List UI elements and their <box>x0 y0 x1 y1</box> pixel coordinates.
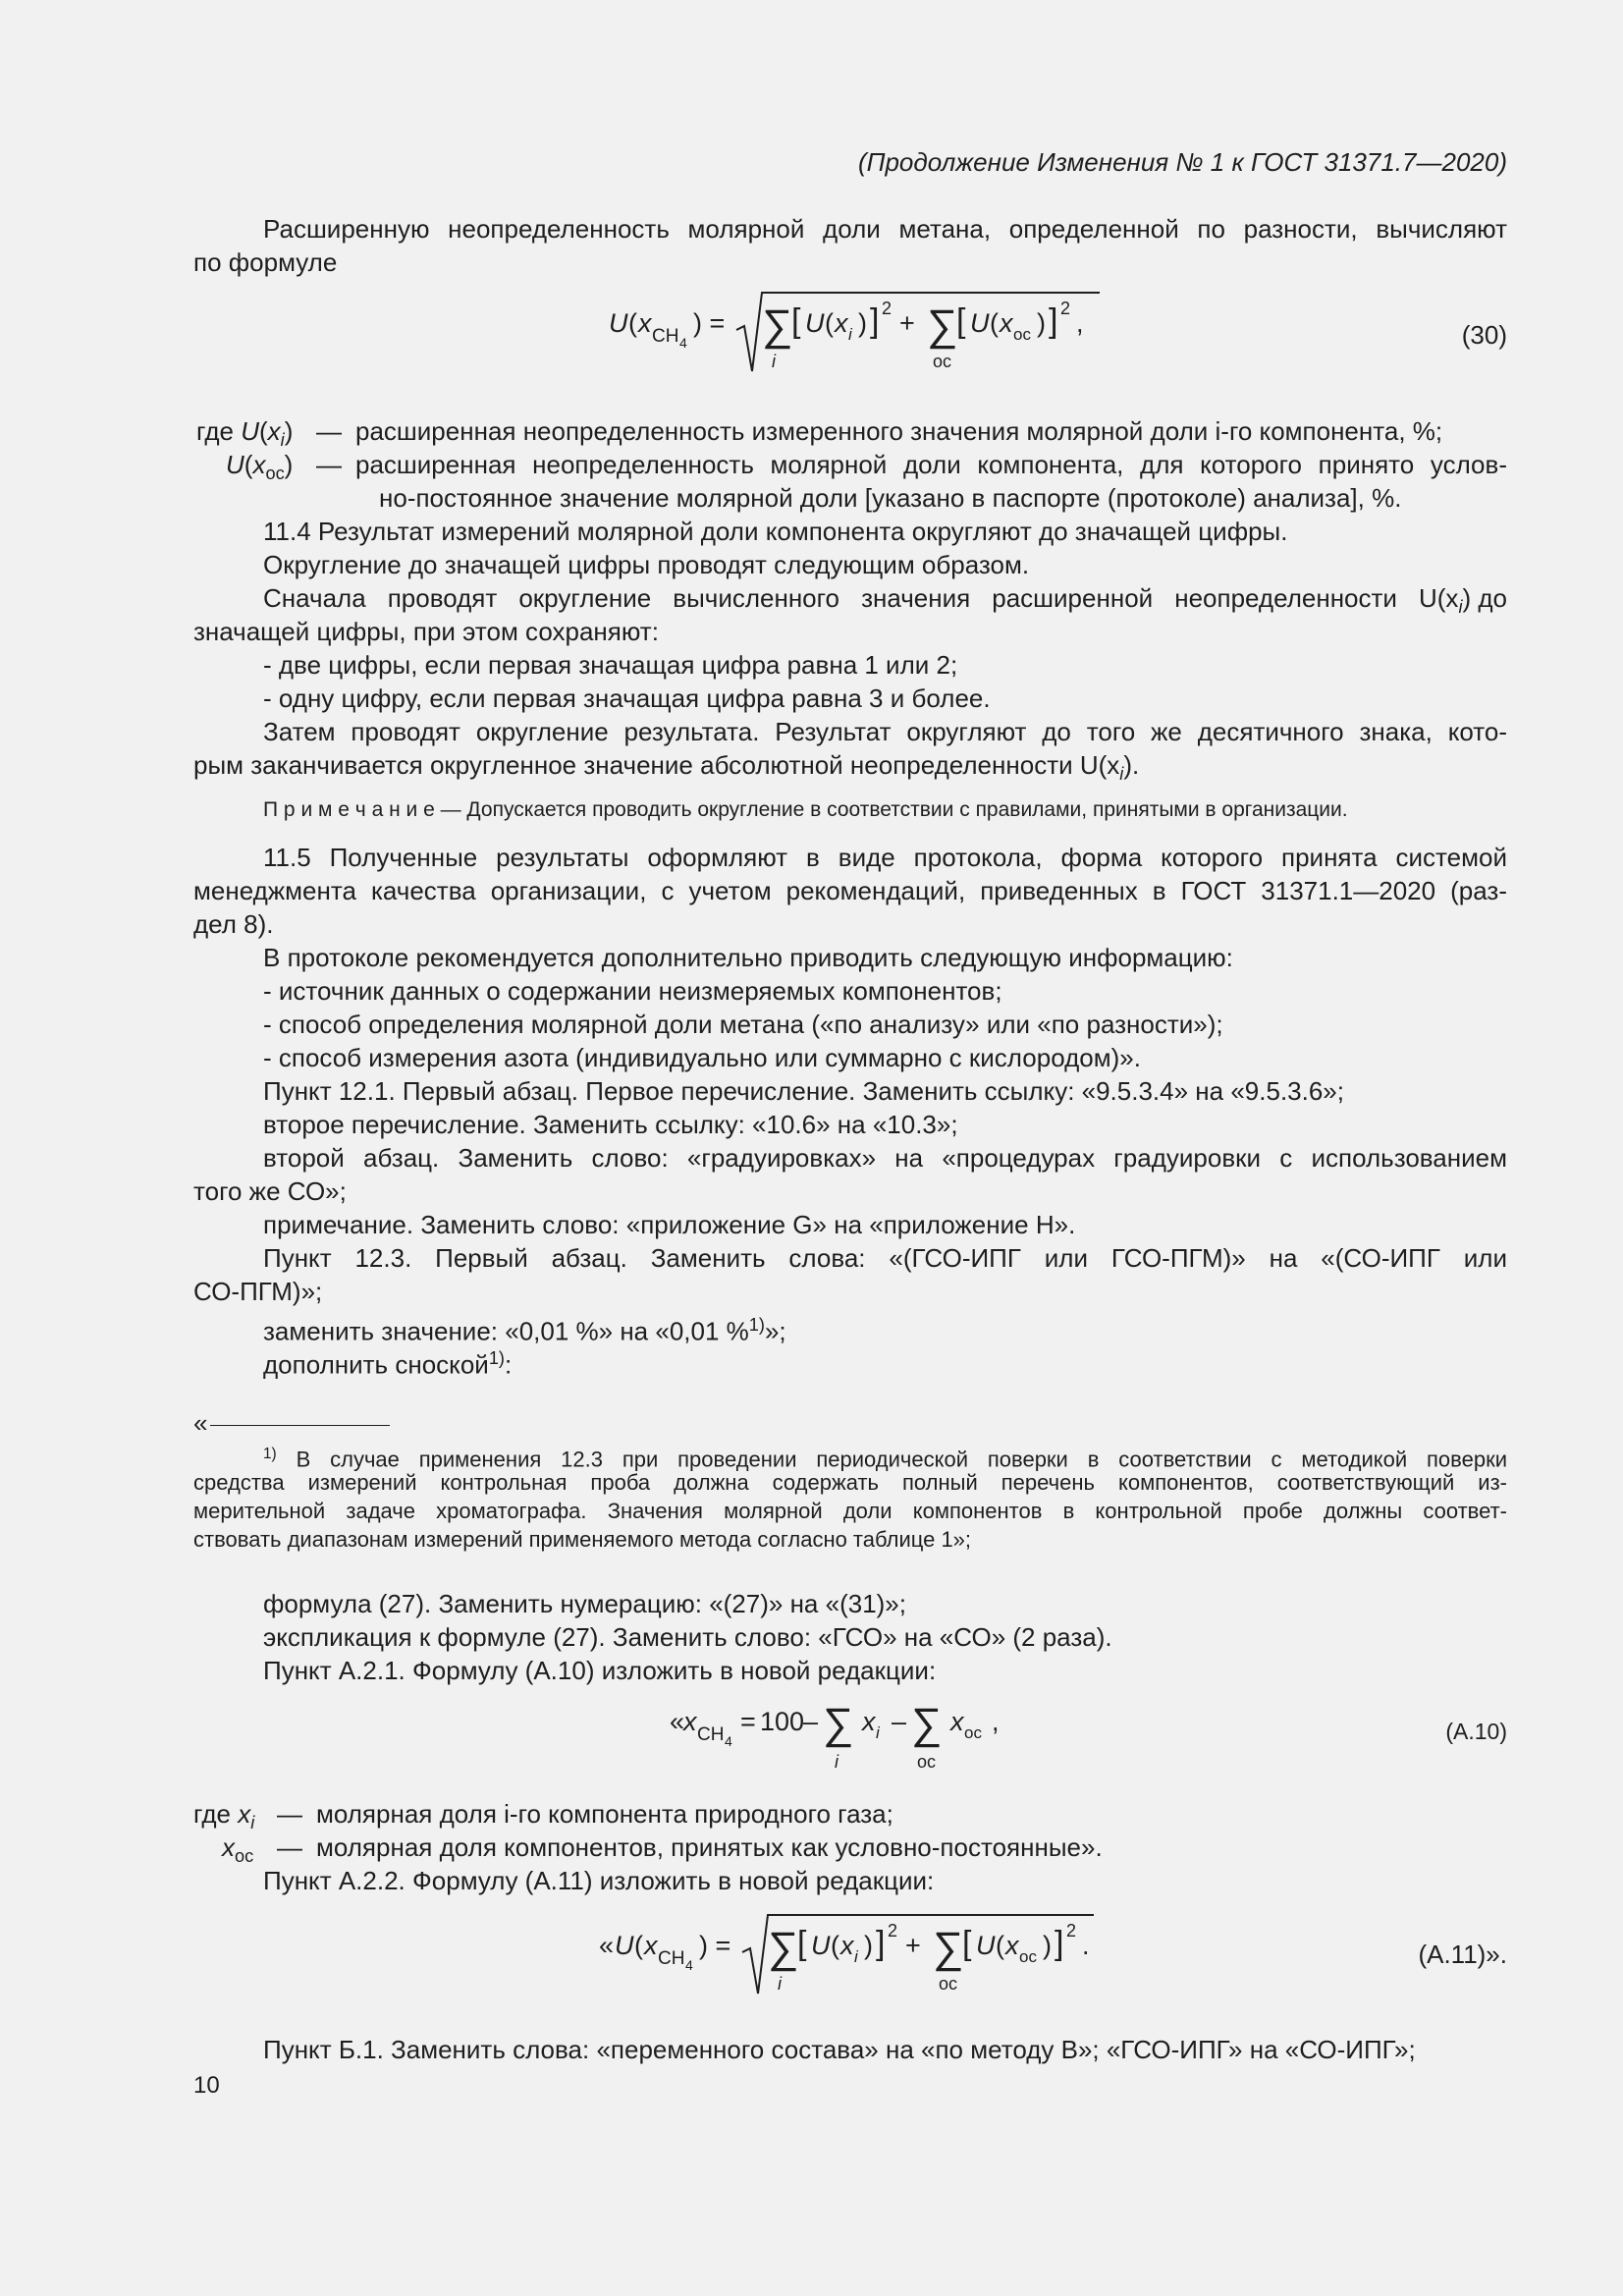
item-12-1-line-1: Пункт 12.1. Первый абзац. Первое перечисление. Заменить ссылку: «9.5.3.4» на «9.5.3.6»; <box>263 1076 1344 1106</box>
replace-value: заменить значение: «0,01 %» на «0,01 %$^{1)}$»; <box>263 1315 786 1346</box>
formula-A10-number: (А.10) <box>1445 1719 1507 1744</box>
svg-text:): ) <box>1037 308 1046 338</box>
svg-text:x: x <box>950 1707 964 1736</box>
after-fn-3: Пункт А.2.1. Формулу (А.10) изложить в новой редакции: <box>263 1656 937 1685</box>
svg-text:CH: CH <box>697 1724 725 1745</box>
svg-text:4: 4 <box>725 1733 732 1749</box>
footnote-line-1: $^{1)}$ В случае применения 12.3 при проведении периодической поверки в соответствии с методикой поверки <box>263 1446 1507 1472</box>
second-para-line-2: того же СО»; <box>193 1176 347 1206</box>
add-footnote: дополнить сноской$^{1)}$: <box>263 1348 513 1380</box>
item-12-1-line-2: второе перечисление. Заменить ссылку: «10.6» на «10.3»; <box>263 1110 958 1139</box>
sum-index-oc: ос <box>933 352 952 371</box>
formula-30-number: (30) <box>1461 320 1507 350</box>
svg-text:[: [ <box>962 1925 972 1962</box>
item-A22: Пункт А.2.2. Формулу (А.11) изложить в новой редакции: <box>263 1866 935 1895</box>
explication-A10-term-1: где $x_i$ <box>193 1799 255 1833</box>
formula-A10 <box>658 1689 1070 1777</box>
svg-text:(: ( <box>825 308 834 338</box>
svg-text:(: ( <box>831 1931 839 1960</box>
svg-text:,: , <box>1076 308 1084 338</box>
footnote-line-2: средства измерений контрольная проба должна содержать полный перечень компонентов, соответствующий из- <box>193 1470 1507 1495</box>
svg-text:): ) <box>864 1931 873 1960</box>
svg-text:x: x <box>1005 1931 1019 1960</box>
svg-text:–: – <box>892 1707 907 1736</box>
formula-A10-lead: « <box>670 1707 685 1736</box>
svg-text:x: x <box>862 1707 876 1736</box>
intro-line-1: Расширенную неопределенность молярной доли метана, определенной по разности, вычисляют <box>263 214 1507 244</box>
explication-A10-dash-1: — <box>277 1799 302 1829</box>
formula-A11-lead: « <box>599 1931 615 1960</box>
sum-index-i: i <box>772 352 776 371</box>
explication-30-text-2b: но-постоянное значение молярной доли [указано в паспорте (протоколе) анализа], %. <box>379 483 1402 513</box>
note: П р и м е ч а н и е — Допускается проводить округление в соответствии с правилами, принятыми в организации. <box>263 798 1348 821</box>
svg-text:[: [ <box>797 1925 807 1962</box>
svg-text:x: x <box>835 308 848 338</box>
item-12-3-line-1: Пункт 12.3. Первый абзац. Заменить слова: «(ГСО-ИПГ или ГСО-ПГМ)» на «(СО-ИПГ или <box>263 1243 1507 1273</box>
explication-30-text-2a: расширенная неопределенность молярной доли компонента, для которого принято услов- <box>355 450 1507 479</box>
list1-item-2: - одну цифру, если первая значащая цифра равна 3 и более. <box>263 683 991 713</box>
then-line-1: Затем проводят округление результата. Результат округляют до того же десятичного знака, кото- <box>263 717 1507 746</box>
paragraph-11-4: 11.4 Результат измерений молярной доли компонента округляют до значащей цифры. <box>263 517 1288 546</box>
note-replace: примечание. Заменить слово: «приложение G» на «приложение H». <box>263 1210 1076 1239</box>
list2-item-3: - способ измерения азота (индивидуально или суммарно с кислородом)». <box>263 1043 1141 1072</box>
formula-A11-number: (А.11)». <box>1418 1940 1507 1969</box>
footnote-line-3: мерительной задаче хроматографа. Значения молярной доли компонентов в контрольной пробе должны соответ- <box>193 1499 1507 1523</box>
after-fn-2: экспликация к формуле (27). Заменить слово: «ГСО» на «СО» (2 раза). <box>263 1622 1112 1652</box>
page-number: 10 <box>193 2072 220 2099</box>
explication-A10-term-2: $x_{ос}$ <box>222 1832 254 1867</box>
svg-text:2: 2 <box>882 299 893 318</box>
page-header: (Продолжение Изменения № 1 к ГОСТ 31371.7—2020) <box>857 147 1507 177</box>
svg-text:): ) <box>1043 1931 1052 1960</box>
formula-A11 <box>589 1905 1139 2003</box>
svg-text:) =: ) = <box>693 308 726 338</box>
svg-text:x: x <box>644 1931 658 1960</box>
paragraph-11-5-line-1: 11.5 Полученные результаты оформляют в виде протокола, форма которого принята системой <box>263 843 1507 872</box>
svg-text:]: ] <box>1049 302 1058 340</box>
formula-A10-hundred: 100 <box>760 1707 805 1736</box>
svg-text:4: 4 <box>685 1957 693 1973</box>
list1-item-1: - две цифры, если первая значащая цифра равна 1 или 2; <box>263 650 958 680</box>
svg-text:2: 2 <box>1066 1921 1077 1941</box>
svg-text:[: [ <box>956 302 966 340</box>
paragraph-11-5-line-2: менеджмента качества организации, с учетом рекомендаций, приведенных в ГОСТ 31371.1—2020 (раз- <box>193 876 1507 905</box>
svg-text:(: ( <box>628 308 637 338</box>
svg-text:.: . <box>1082 1931 1090 1960</box>
svg-text:2: 2 <box>1060 299 1071 318</box>
svg-text:ос: ос <box>964 1723 982 1742</box>
svg-text:i: i <box>876 1723 880 1742</box>
svg-text:2: 2 <box>888 1921 898 1941</box>
explication-30-dash-2: — <box>316 450 342 479</box>
svg-text:∑: ∑ <box>933 1924 964 1972</box>
svg-text:∑: ∑ <box>762 301 793 350</box>
svg-text:∑: ∑ <box>927 301 958 350</box>
explication-30-dash-1: — <box>316 416 342 446</box>
item-12-3-line-2: СО-ПГМ)»; <box>193 1277 323 1306</box>
protocol-intro: В протоколе рекомендуется дополнительно приводить следующую информацию: <box>263 943 1233 972</box>
formulaA11-index-oc: ос <box>939 1974 958 1994</box>
svg-text:CH: CH <box>658 1948 685 1969</box>
explication-30-term-2: $U(x_{ос})$ <box>226 450 294 484</box>
svg-text:∑: ∑ <box>911 1700 943 1748</box>
explication-A10-text-1: молярная доля i-го компонента природного газа; <box>316 1799 893 1829</box>
svg-text:,: , <box>992 1707 1000 1736</box>
svg-text:U: U <box>976 1931 996 1960</box>
svg-text:x: x <box>840 1931 854 1960</box>
svg-text:]: ] <box>870 302 880 340</box>
formulaA10-index-i: i <box>835 1752 839 1772</box>
svg-text:∑: ∑ <box>768 1924 799 1972</box>
svg-text:i: i <box>854 1947 858 1966</box>
svg-text:): ) <box>858 308 867 338</box>
svg-text:–: – <box>803 1707 819 1736</box>
svg-text:(: ( <box>990 308 999 338</box>
svg-text:4: 4 <box>679 335 687 351</box>
svg-text:U: U <box>811 1931 831 1960</box>
svg-text:U: U <box>805 308 825 338</box>
svg-text:[: [ <box>791 302 801 340</box>
footnote-quote: « <box>193 1408 208 1438</box>
svg-text:x: x <box>1000 308 1013 338</box>
svg-text:(: ( <box>996 1931 1004 1960</box>
svg-text:x: x <box>638 308 652 338</box>
formulaA10-index-oc: ос <box>917 1752 937 1772</box>
svg-text:U: U <box>615 1931 634 1960</box>
svg-text:+: + <box>905 1931 921 1960</box>
svg-text:=: = <box>740 1707 756 1736</box>
list2-item-2: - способ определения молярной доли метана («по анализу» или «по разности»); <box>263 1010 1223 1039</box>
svg-text:(: ( <box>634 1931 643 1960</box>
explication-30-text-1: расширенная неопределенность измеренного значения молярной доли i-го компонента, %; <box>355 416 1443 446</box>
formulaA11-index-i: i <box>778 1974 782 1994</box>
first-round-line-2: значащей цифры, при этом сохраняют: <box>193 617 659 646</box>
svg-text:U: U <box>970 308 990 338</box>
explication-A10-dash-2: — <box>277 1832 302 1862</box>
svg-text:ос: ос <box>1019 1947 1037 1966</box>
footnote-line-4: ствовать диапазонам измерений применяемого метода согласно таблице 1»; <box>193 1527 972 1552</box>
footnote-rule <box>210 1425 390 1426</box>
svg-text:∑: ∑ <box>823 1700 854 1748</box>
explication-A10-text-2: молярная доля компонентов, принятых как условно-постоянные». <box>316 1832 1103 1862</box>
intro-line-2: по формуле <box>193 247 338 277</box>
explication-30-term-1: где $U(x_i)$ <box>196 416 294 451</box>
first-round-line-1: Сначала проводят округление вычисленного значения расширенной неопределенности U(x $_i$ ) до <box>263 583 1507 618</box>
svg-text:CH: CH <box>652 326 679 347</box>
formula-30 <box>589 285 1139 383</box>
svg-text:i: i <box>848 325 852 344</box>
after-fn-1: формула (27). Заменить нумерацию: «(27)» на «(31)»; <box>263 1589 906 1618</box>
rounding-text: Округление до значащей цифры проводят следующим образом. <box>263 550 1030 579</box>
svg-text:) =: ) = <box>699 1931 731 1960</box>
item-B1: Пункт Б.1. Заменить слова: «переменного состава» на «по методу В»; «ГСО-ИПГ» на «СО-ИПГ»; <box>263 2035 1416 2064</box>
svg-text:ос: ос <box>1013 325 1031 344</box>
svg-text:]: ] <box>876 1925 886 1962</box>
second-para-line-1: второй абзац. Заменить слово: «градуировках» на «процедурах градуировки с использованием <box>263 1143 1507 1173</box>
svg-text:+: + <box>899 308 915 338</box>
svg-text:x: x <box>683 1707 697 1736</box>
svg-text:]: ] <box>1055 1925 1064 1962</box>
paragraph-11-5-line-3: дел 8). <box>193 909 274 939</box>
then-line-2: рым заканчивается округленное значение абсолютной неопределенности $U(x_i)$. <box>193 750 1140 785</box>
list2-item-1: - источник данных о содержании неизмеряемых компонентов; <box>263 976 1002 1006</box>
svg-text:U: U <box>609 308 628 338</box>
